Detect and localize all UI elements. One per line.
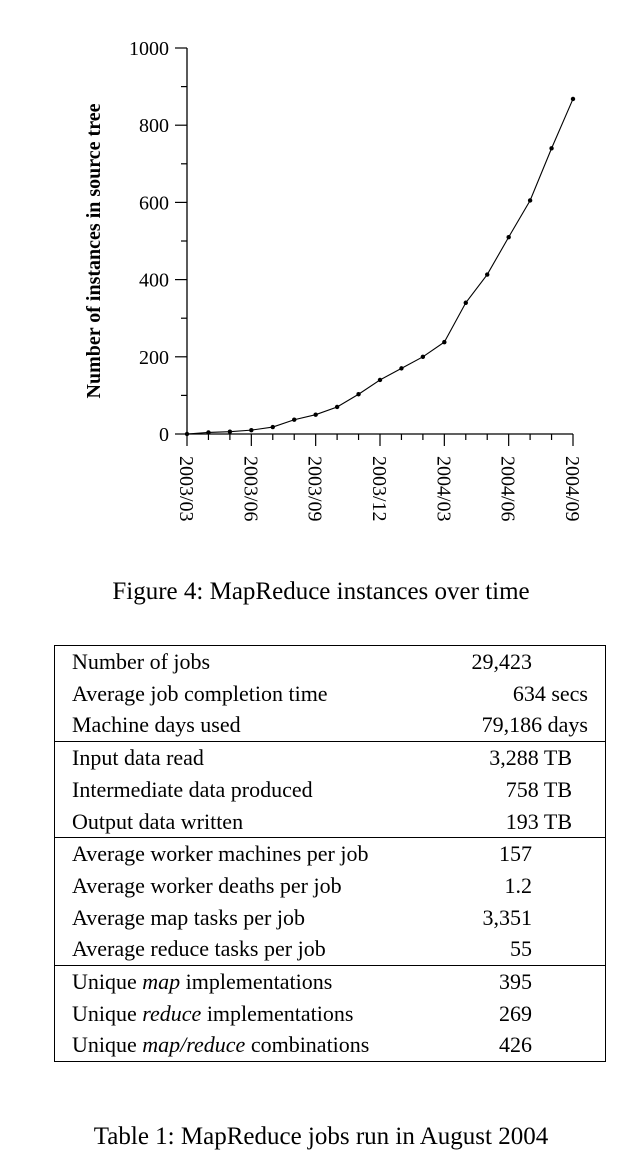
table-row: [55, 742, 606, 774]
data-point: [206, 430, 210, 434]
row-label: Average worker deaths per job: [72, 872, 342, 898]
table-row: [55, 1029, 606, 1061]
data-point: [249, 428, 253, 432]
table-row: [55, 933, 606, 965]
x-tick-label: 2003/06: [239, 456, 262, 522]
row-value: 3,288 TB: [450, 742, 606, 774]
table-row: [55, 838, 606, 870]
data-point: [506, 235, 510, 239]
table-row: [55, 709, 606, 741]
table-row: [55, 678, 606, 710]
y-tick-label: 200: [139, 346, 169, 369]
data-point: [528, 198, 532, 202]
label-emphasis: reduce: [142, 1000, 202, 1026]
x-tick-label: 2004/09: [561, 456, 583, 522]
data-point: [421, 355, 425, 359]
x-tick-label: 2003/12: [368, 456, 390, 522]
label-suffix: implementations: [201, 1000, 354, 1026]
row-value: 426: [499, 1032, 532, 1058]
row-label: Input data read: [55, 742, 451, 774]
row-value: 29,423: [471, 649, 532, 674]
row-label: Average job completion time: [72, 680, 328, 706]
y-axis-label: Number of instances in source tree: [83, 103, 105, 399]
x-tick-label: 2004/03: [432, 456, 455, 522]
row-label: Intermediate data produced: [72, 776, 313, 802]
line-chart: [0, 0, 642, 570]
data-point: [228, 429, 232, 433]
y-tick-label: 800: [139, 115, 169, 138]
row-value: 634 secs: [512, 680, 588, 706]
label-prefix: Unique: [72, 1000, 143, 1026]
table-row: [55, 774, 606, 806]
row-value: 79,186 days: [481, 712, 588, 738]
data-point: [485, 272, 489, 276]
y-tick-label: 400: [139, 269, 169, 292]
row-label: [55, 998, 451, 1030]
row-value: 55: [510, 936, 532, 962]
label-prefix: Unique: [72, 1032, 143, 1058]
row-value: 157: [450, 838, 606, 870]
data-point: [313, 413, 317, 417]
data-point: [549, 146, 553, 150]
stats-table: [54, 645, 606, 1062]
data-point: [399, 366, 403, 370]
figure-caption: Figure 4: MapReduce instances over time: [112, 578, 530, 605]
table-row: [55, 998, 606, 1030]
series-line: [187, 99, 573, 434]
row-label: Output data written: [72, 808, 244, 834]
row-label: Average reduce tasks per job: [72, 936, 326, 962]
row-label: Average worker machines per job: [55, 838, 451, 870]
label-suffix: combinations: [245, 1032, 370, 1058]
table-row: [55, 646, 606, 678]
y-tick-label: 600: [139, 192, 169, 215]
data-point: [292, 418, 296, 422]
label-prefix: Unique: [72, 969, 143, 995]
row-label: Number of jobs: [72, 649, 211, 674]
row-value: 3,351: [482, 904, 532, 930]
data-point: [378, 378, 382, 382]
label-emphasis: map/reduce: [142, 1032, 246, 1058]
row-label: Machine days used: [72, 712, 241, 738]
x-tick-label: 2003/09: [303, 456, 326, 522]
table-row: [55, 902, 606, 934]
row-value: 193 TB: [505, 808, 572, 834]
row-value: 269: [499, 1000, 532, 1026]
row-value: 758 TB: [505, 776, 572, 802]
label-emphasis: map: [142, 969, 181, 995]
data-point: [335, 405, 339, 409]
data-point: [185, 432, 189, 436]
data-point: [271, 425, 275, 429]
row-value: 395: [450, 966, 606, 998]
table-row: [55, 806, 606, 838]
table-caption: Table 1: MapReduce jobs run in August 2004: [93, 1123, 549, 1150]
row-label: [55, 1029, 451, 1061]
x-tick-label: 2004/06: [496, 456, 519, 522]
data-point: [464, 301, 468, 305]
data-point: [442, 340, 446, 344]
label-suffix: implementations: [180, 969, 333, 995]
y-tick-label: 1000: [129, 38, 169, 60]
table-row: [55, 966, 606, 998]
row-label: Average map tasks per job: [72, 904, 305, 930]
row-value: 1.2: [504, 872, 532, 898]
row-label: [55, 966, 451, 998]
x-tick-label: 2003/03: [175, 456, 197, 522]
data-point: [571, 97, 575, 101]
table-row: [55, 870, 606, 902]
y-tick-label: 0: [159, 424, 169, 446]
data-point: [356, 392, 360, 396]
